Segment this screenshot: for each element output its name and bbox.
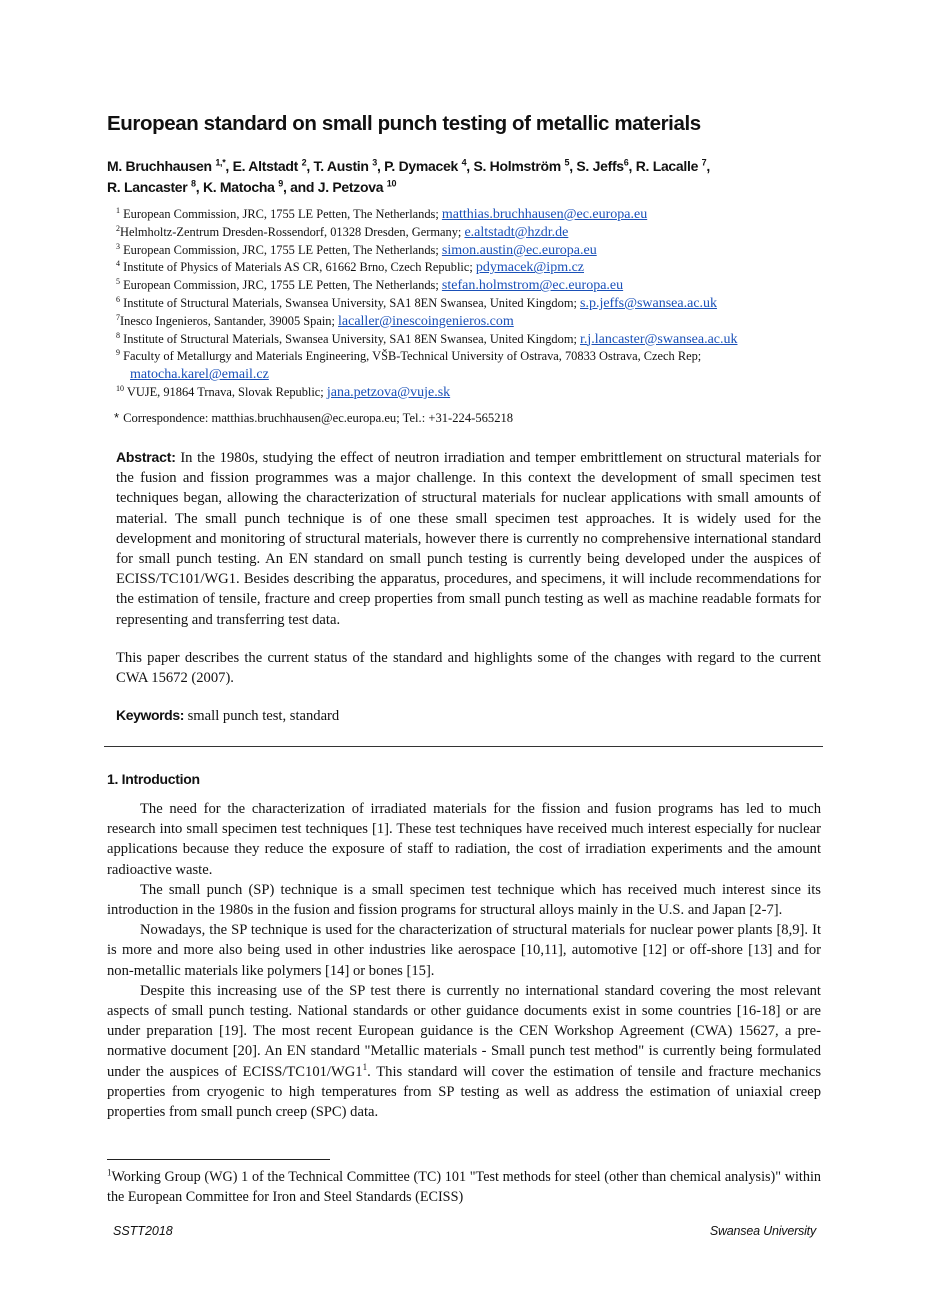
author bbox=[576, 158, 635, 174]
abstract bbox=[116, 447, 821, 630]
footnote-text: Working Group (WG) 1 of the Technical Committee (TC) 101 "Test methods for steel (other than chemical analysis)" within the European Committee for Iron and Steel Standards (ECISS) bbox=[107, 1169, 821, 1205]
author-name: R. Lancaster bbox=[107, 179, 188, 195]
author-name: S. Jeffs bbox=[576, 158, 624, 174]
body-text: . This standard will cover the estimation of tensile and fracture mechanics properties from cryogenic to high temperatures from SP testing as well as address the estimation of uniaxial creep properties from small punch creep (SPC) data. bbox=[107, 1063, 821, 1121]
author-name: M. Bruchhausen bbox=[107, 158, 212, 174]
affiliation-text: Helmholtz-Zentrum Dresden-Rossendorf, 01328 Dresden, Germany; bbox=[120, 224, 465, 239]
affiliation-text: European Commission, JRC, 1755 LE Petten, The Netherlands; bbox=[123, 207, 442, 221]
author-name: K. Matocha bbox=[202, 179, 275, 195]
author-sep: , bbox=[628, 158, 636, 174]
affiliation-number: 2 bbox=[116, 223, 120, 233]
affiliation bbox=[116, 384, 836, 402]
body-text: Despite this increasing use of the SP test there is currently no international standard covering the most relevant aspects of small punch testing. National standards or other guidance documents exist in some countries [16-18] or are under preparation [19]. The most recent European guidance is the CEN Workshop Agreement (CWA) 15627, a pre-normative document [20]. An EN standard "Metallic materials - Small punch test method" is currently being formulated under the auspices of ECISS/TC101/WG1 bbox=[107, 982, 821, 1080]
affiliation-text: Faculty of Metallurgy and Materials Engineering, VŠB-Technical University of Ostrava, 70833 Ostrava, Czech Rep; bbox=[123, 349, 702, 364]
author-sep: , and bbox=[282, 179, 318, 195]
affiliation bbox=[116, 224, 836, 242]
affiliation bbox=[116, 277, 836, 295]
author bbox=[107, 179, 203, 195]
affiliation-number: 7 bbox=[116, 312, 120, 322]
author-name: J. Petzova bbox=[317, 179, 384, 195]
author-affil-sup: 2 bbox=[301, 157, 307, 168]
email-link[interactable]: jana.petzova@vuje.sk bbox=[326, 384, 451, 400]
affiliation bbox=[116, 206, 836, 224]
author-sep: , bbox=[225, 158, 233, 174]
author bbox=[318, 179, 397, 195]
author-affil-sup: 7 bbox=[701, 157, 707, 168]
author-affil-sup: 9 bbox=[278, 178, 283, 189]
affiliation-number: 6 bbox=[116, 294, 120, 304]
author bbox=[203, 179, 318, 195]
paper-title: European standard on small punch testing of metallic materials bbox=[107, 112, 701, 135]
author-affil-sup: 8 bbox=[191, 178, 196, 189]
keywords-text: small punch test, standard bbox=[183, 708, 340, 724]
author-affil-sup: 4 bbox=[461, 157, 467, 168]
author-list bbox=[107, 156, 827, 198]
affiliation-text: Institute of Structural Materials, Swansea University, SA1 8EN Swansea, United Kingdom; bbox=[123, 331, 580, 346]
author bbox=[314, 158, 385, 174]
footer-institution: Swansea University bbox=[709, 1224, 816, 1238]
correspondence-star: * bbox=[114, 410, 120, 425]
footnote-number: 1 bbox=[107, 1167, 112, 1178]
author-affil-sup: 10 bbox=[386, 178, 397, 189]
section-divider bbox=[104, 746, 823, 747]
affiliation-text: European Commission, JRC, 1755 LE Petten, The Netherlands; bbox=[123, 278, 442, 293]
author-sep: , bbox=[306, 158, 314, 174]
author-affil-sup: 3 bbox=[372, 157, 377, 168]
affiliation bbox=[116, 259, 836, 277]
affiliation-number: 1 bbox=[116, 205, 120, 215]
affiliation-list bbox=[116, 206, 836, 402]
correspondence-text: Correspondence: matthias.bruchhausen@ec.europa.eu; Tel.: +31-224-565218 bbox=[123, 411, 514, 425]
affiliation-number: 4 bbox=[116, 259, 120, 269]
author bbox=[473, 158, 576, 174]
author-sep: , bbox=[466, 158, 474, 174]
author bbox=[636, 158, 710, 174]
affiliation-number: 10 bbox=[116, 383, 124, 393]
section-heading: 1. Introduction bbox=[107, 771, 200, 787]
footnote bbox=[107, 1168, 821, 1207]
footnote-divider bbox=[107, 1159, 330, 1160]
affiliation-text: Inesco Ingenieros, Santander, 39005 Spain; bbox=[120, 313, 339, 328]
author bbox=[107, 158, 233, 174]
affiliation-text: VUJE, 91864 Trnava, Slovak Republic; bbox=[126, 384, 327, 399]
affiliation bbox=[116, 331, 836, 349]
body-paragraph: The small punch (SP) technique is a small specimen test technique which has received much interest since its introduction in the 1980s in the fusion and fission programs for structural alloys mainly in the U.S. and Japan [2-7]. bbox=[107, 881, 821, 919]
email-link[interactable]: matocha.karel@email.cz bbox=[130, 367, 269, 383]
author bbox=[384, 158, 473, 174]
footer-conference: SSTT2018 bbox=[113, 1224, 173, 1238]
introduction-body bbox=[107, 799, 821, 1122]
body-paragraph: The need for the characterization of irradiated materials for the fission and fusion programs has led to much research into small specimen test techniques [1]. These test techniques have received much interest especially for nuclear applications because they reduce the exposure of staff to radiation, the cost of irradiation experiments and the amount radioactive waste. bbox=[107, 801, 821, 878]
author-sep: , bbox=[195, 179, 203, 195]
affiliation-number: 3 bbox=[116, 241, 120, 251]
footnote-marker[interactable]: 1 bbox=[362, 1061, 368, 1072]
author bbox=[233, 158, 314, 174]
email-link[interactable]: pdymacek@ipm.cz bbox=[475, 260, 585, 276]
email-link[interactable]: simon.austin@ec.europa.eu bbox=[441, 242, 597, 258]
keywords-label: Keywords: bbox=[116, 707, 184, 723]
email-link[interactable]: s.p.jeffs@swansea.ac.uk bbox=[580, 295, 718, 311]
affiliation bbox=[116, 348, 836, 384]
author-sep: , bbox=[569, 158, 577, 174]
affiliation-text: Institute of Physics of Materials AS CR, 61662 Brno, Czech Republic; bbox=[123, 260, 476, 275]
affiliation-number: 9 bbox=[116, 348, 120, 358]
body-paragraph bbox=[107, 981, 821, 1122]
affiliation bbox=[116, 295, 836, 313]
email-link[interactable]: stefan.holmstrom@ec.europa.eu bbox=[441, 278, 624, 294]
author-name: S. Holmström bbox=[473, 158, 561, 174]
affiliation-number: 8 bbox=[116, 330, 120, 340]
email-link[interactable]: lacaller@inescoingenieros.com bbox=[338, 313, 514, 329]
abstract-paragraph-2: This paper describes the current status of the standard and highlights some of the changes with regard to the current CWA 15672 (2007). bbox=[116, 650, 821, 687]
author-affil-sup: 6 bbox=[623, 157, 629, 168]
affiliation-text: European Commission, JRC, 1755 LE Petten, The Netherlands; bbox=[123, 242, 442, 257]
abstract-text: In the 1980s, studying the effect of neutron irradiation and temper embrittlement on structural materials for the fusion and fission programmes was a major challenge. In this context the development of small specimen test techniques began, allowing the characterization of structural materials for nuclear applications with small amounts of material. The small punch technique is of one these small specimen test approaches. It is widely used for the development and monitoring of structural materials, however there is currently no comprehensive international standard for small punch testing. An EN standard on small punch testing is currently being developed under the auspices of ECISS/TC101/WG1. Besides describing the apparatus, procedures, and specimens, it will include recommendations for the estimation of tensile, fracture and creep properties from small punch testing as well as machine readable formats for representing and transferring test data. bbox=[116, 450, 821, 628]
author-name: T. Austin bbox=[313, 158, 369, 174]
body-paragraph: Nowadays, the SP technique is used for the characterization of structural materials for nuclear power plants [8,9]. It is more and more also being used in other industries like aerospace [10,11], automotive [12] or off-shore [13] and for non-metallic materials like polymers [14] or bones [15]. bbox=[107, 922, 821, 979]
author-name: E. Altstadt bbox=[232, 158, 299, 174]
author-sep: , bbox=[706, 158, 710, 174]
correspondence bbox=[114, 410, 513, 426]
affiliation bbox=[116, 242, 836, 260]
author-name: P. Dymacek bbox=[384, 158, 458, 174]
affiliation-wrap bbox=[116, 366, 836, 384]
keywords bbox=[116, 707, 339, 725]
author-name: R. Lacalle bbox=[635, 158, 699, 174]
email-link[interactable]: e.altstadt@hzdr.de bbox=[464, 224, 569, 240]
author-affil-sup: 5 bbox=[564, 157, 570, 168]
author-sep: , bbox=[376, 158, 385, 174]
affiliation-text: Institute of Structural Materials, Swansea University, SA1 8EN Swansea, United Kingdom; bbox=[123, 295, 580, 310]
email-link[interactable]: r.j.lancaster@swansea.ac.uk bbox=[580, 331, 738, 347]
affiliation bbox=[116, 313, 836, 331]
abstract-label: Abstract: bbox=[116, 449, 176, 465]
affiliation-number: 5 bbox=[116, 277, 120, 287]
email-link[interactable]: matthias.bruchhausen@ec.europa.eu bbox=[441, 207, 648, 222]
author-affil-sup: 1,* bbox=[215, 157, 226, 168]
